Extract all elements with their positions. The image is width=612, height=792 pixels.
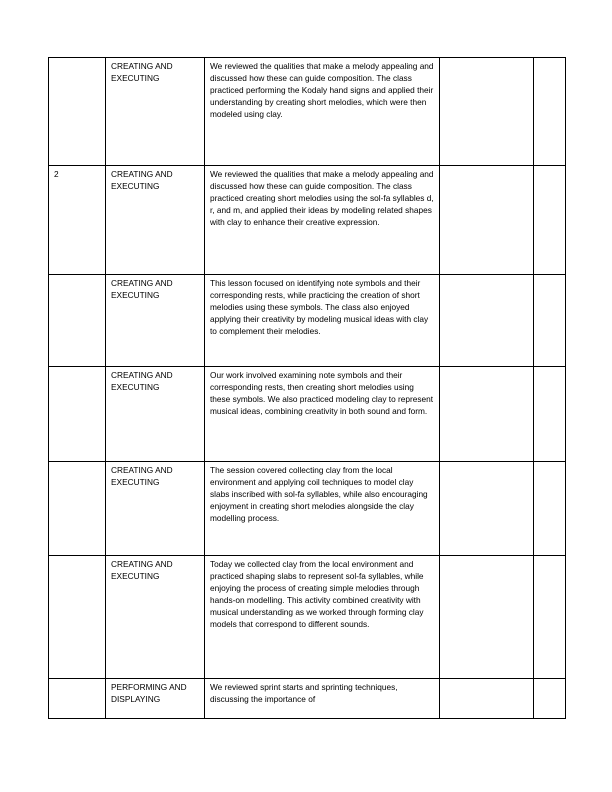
table-row: [49, 275, 566, 367]
summary-cell: We reviewed sprint starts and sprinting techniques, discussing the importance of: [205, 679, 440, 719]
week-cell: [49, 58, 106, 166]
empty-cell: [534, 166, 566, 275]
week-cell: [49, 462, 106, 556]
empty-cell: [440, 275, 534, 367]
strand-line: EXECUTING: [111, 571, 160, 581]
strand-line: CREATING AND: [111, 169, 173, 179]
strand-line: CREATING AND: [111, 370, 173, 380]
lesson-log-table: [48, 57, 566, 719]
strand-line: EXECUTING: [111, 290, 160, 300]
table-row: [49, 679, 566, 719]
summary-cell: This lesson focused on identifying note symbols and their corresponding rests, while practicing the creation of short melodies using these symbols. The class also enjoyed applying their creativity by modeling musical ideas with clay to complement their melodies.: [205, 275, 440, 367]
strand-cell: [106, 367, 205, 462]
strand-line: EXECUTING: [111, 477, 160, 487]
summary-cell: Our work involved examining note symbols and their corresponding rests, then creating short melodies using these symbols. We also practiced modeling clay to represent musical ideas, combining creativity in both sound and form.: [205, 367, 440, 462]
strand-line: CREATING AND: [111, 465, 173, 475]
week-cell: [49, 367, 106, 462]
strand-cell: [106, 462, 205, 556]
table-row: [49, 58, 566, 166]
empty-cell: [440, 462, 534, 556]
week-cell: [49, 679, 106, 719]
strand-cell: [106, 556, 205, 679]
empty-cell: [440, 556, 534, 679]
summary-cell: We reviewed the qualities that make a melody appealing and discussed how these can guide composition. The class practiced creating short melodies using the sol-fa syllables d, r, and m, and applied their ideas by modeling related shapes with clay to enhance their creative expression.: [205, 166, 440, 275]
empty-cell: [534, 462, 566, 556]
strand-line: EXECUTING: [111, 73, 160, 83]
week-cell: [49, 275, 106, 367]
table-row: [49, 166, 566, 275]
strand-line: CREATING AND: [111, 61, 173, 71]
table-row: [49, 367, 566, 462]
strand-cell: [106, 275, 205, 367]
empty-cell: [534, 275, 566, 367]
empty-cell: [440, 58, 534, 166]
empty-cell: [440, 367, 534, 462]
table-row: [49, 462, 566, 556]
strand-cell: [106, 679, 205, 719]
empty-cell: [440, 166, 534, 275]
strand-line: EXECUTING: [111, 382, 160, 392]
strand-line: CREATING AND: [111, 278, 173, 288]
summary-cell: The session covered collecting clay from the local environment and applying coil techniques to model clay slabs inscribed with sol-fa syllables, while also encouraging enjoyment in creating short melodies alongside the clay modelling process.: [205, 462, 440, 556]
empty-cell: [534, 367, 566, 462]
summary-cell: We reviewed the qualities that make a melody appealing and discussed how these can guide composition. The class practiced performing the Kodaly hand signs and applied their understanding by creating short melodies, which were then modeled using clay.: [205, 58, 440, 166]
strand-line: DISPLAYING: [111, 694, 161, 704]
strand-line: CREATING AND: [111, 559, 173, 569]
strand-line: PERFORMING AND: [111, 682, 187, 692]
strand-line: EXECUTING: [111, 181, 160, 191]
table-row: [49, 556, 566, 679]
summary-cell: Today we collected clay from the local environment and practiced shaping slabs to represent sol-fa syllables, while enjoying the process of creating simple melodies through hands-on modelling. This activity combined creativity with musical understanding as we worked through forming clay models that correspond to different sounds.: [205, 556, 440, 679]
empty-cell: [534, 679, 566, 719]
week-cell: [49, 556, 106, 679]
strand-cell: [106, 166, 205, 275]
strand-cell: [106, 58, 205, 166]
empty-cell: [534, 58, 566, 166]
empty-cell: [534, 556, 566, 679]
empty-cell: [440, 679, 534, 719]
week-cell: 2: [49, 166, 106, 275]
